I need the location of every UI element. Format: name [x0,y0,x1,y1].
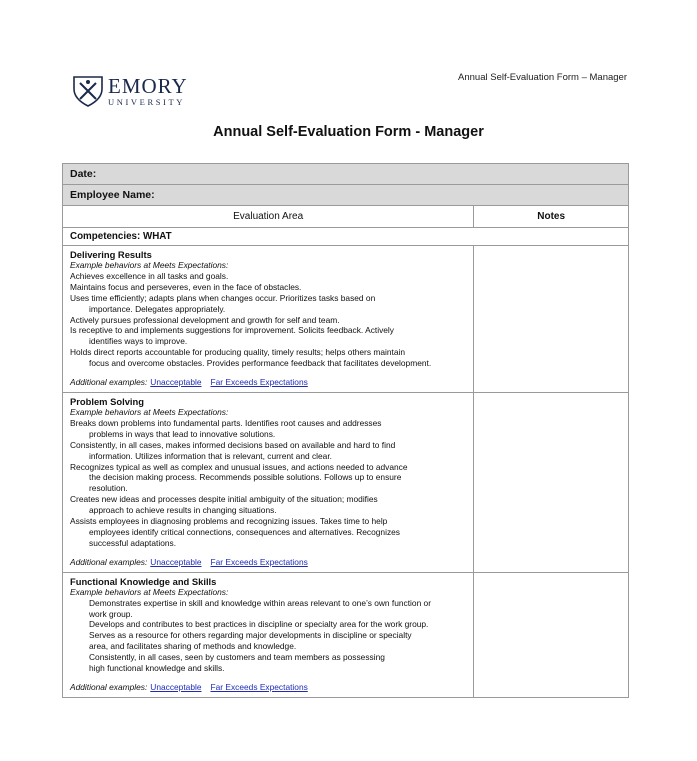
additional-examples-label: Additional examples: [70,556,148,567]
page-title: Annual Self-Evaluation Form - Manager [213,124,484,140]
behavior-line: Demonstrates expertise in skill and knowledge within areas relevant to one’s own function or [89,597,432,608]
behavior-line: approach to achieve results in changing situations. [89,505,277,516]
behavior-line: Is receptive to and implements suggestions for improvement. Solicits feedback. Actively [70,325,394,336]
behavior-line: Creates new ideas and processes despite initial ambiguity of the situation; modifies [70,494,378,505]
behavior-line: Serves as a resource for others regarding major developments in discipline or specialty [89,630,412,641]
employee-name-label: Employee Name: [70,189,155,201]
behavior-line: problems in ways that lead to innovative solutions. [89,428,276,439]
behavior-line: employees identify critical connections, consequences and alternatives. Recognizes [89,526,400,537]
section-title: Functional Knowledge and Skills [70,575,217,587]
logo-subtitle: UNIVERSITY [108,97,185,107]
date-label: Date: [70,168,97,180]
behavior-line: Recognizes typical as well as complex and unusual issues, and actions needed to advance [70,461,408,472]
employee-name-field[interactable] [63,185,629,206]
behavior-line: area, and facilitates sharing of methods and knowledge. [89,641,297,652]
additional-examples [70,682,467,693]
section-title: Delivering Results [70,249,152,260]
table-row [63,393,629,573]
column-header-evaluation-area: Evaluation Area [63,206,474,228]
additional-examples [70,377,467,388]
table-row [63,572,629,697]
notes-cell[interactable] [474,246,629,393]
notes-cell[interactable] [474,572,629,697]
behavior-line: Consistently, in all cases, makes informed decisions based on available and hard to find [70,439,396,450]
behavior-line: Holds direct reports accountable for producing quality, timely results; helps others maintain [70,347,406,358]
link-far-exceeds-expectations[interactable]: Far Exceeds Expectations [210,377,308,388]
behavior-line: Assists employees in diagnosing problems and recognizing issues. Takes time to help [70,516,388,527]
behavior-line: Maintains focus and perseveres, even in the face of obstacles. [70,281,302,292]
behavior-line: Develops and contributes to best practices in discipline or specialty area for the work group. [89,619,429,630]
additional-examples-label: Additional examples: [70,681,148,692]
logo-name: EMORY [108,74,188,98]
behavior-line: Consistently, in all cases, seen by customers and team members as possessing [89,652,385,663]
section-title: Problem Solving [70,396,144,407]
behavior-line: resolution. [89,483,128,494]
section-lines [70,598,467,674]
behavior-line: high functional knowledge and skills. [89,663,225,674]
behavior-line: focus and overcome obstacles. Provides performance feedback that facilitates development. [89,358,432,369]
link-unacceptable[interactable]: Unacceptable [150,377,202,388]
date-field[interactable] [63,164,629,185]
link-unacceptable[interactable]: Unacceptable [150,681,202,692]
evaluation-form-table [62,163,629,698]
section-problem-solving [63,393,473,572]
behavior-line: importance. Delegates appropriately. [89,303,226,314]
column-header-notes: Notes [474,206,629,228]
notes-cell[interactable] [474,393,629,573]
behavior-line: work group. [89,608,133,619]
link-far-exceeds-expectations[interactable]: Far Exceeds Expectations [210,681,308,692]
example-label: Example behaviors at Meets Expectations: [70,407,229,417]
behavior-line: identifies ways to improve. [89,336,188,347]
competencies-label: Competencies: WHAT [63,228,629,246]
behavior-line: Breaks down problems into fundamental parts. Identifies root causes and addresses [70,417,382,428]
example-label: Example behaviors at Meets Expectations: [70,260,229,270]
link-far-exceeds-expectations[interactable]: Far Exceeds Expectations [210,556,308,567]
example-label: Example behaviors at Meets Expectations: [70,586,229,597]
behavior-line: information. Utilizes information that is relevant, current and clear. [89,450,332,461]
table-row [63,246,629,393]
emory-logo [108,76,188,107]
behavior-line: the decision making process. Recommends possible solutions. Follows up to ensure [89,472,402,483]
behavior-line: successful adaptations. [89,537,177,548]
behavior-line: Actively pursues professional development and growth for self and team. [70,314,340,325]
section-delivering-results [63,246,473,392]
behavior-line: Achieves excellence in all tasks and goals. [70,270,229,281]
behavior-line: Uses time efficiently; adapts plans when changes occur. Prioritizes tasks based on [70,292,376,303]
section-lines [70,271,467,369]
additional-examples-label: Additional examples: [70,377,148,388]
document-header-label: Annual Self-Evaluation Form – Manager [458,72,627,83]
link-unacceptable[interactable]: Unacceptable [150,556,202,567]
section-functional-knowledge [63,573,473,697]
section-lines [70,418,467,549]
additional-examples [70,557,467,568]
